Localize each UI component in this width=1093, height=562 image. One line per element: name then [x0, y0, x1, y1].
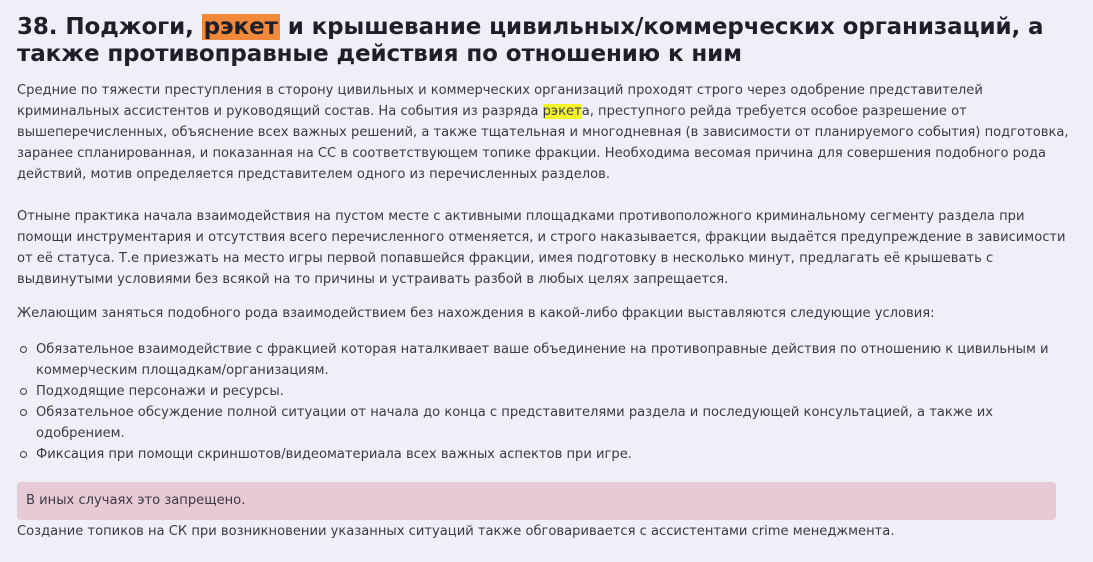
warning-note: В иных случаях это запрещено. — [17, 482, 1056, 520]
condition-text: Обязательное обсуждение полной ситуации от начала до конца с представителями раздела и последующей консультацией, а также их одобрением. — [36, 405, 994, 441]
paragraph1-after: а, преступного рейда требуется особое разрешение от вышеперечисленных, объяснение всех важных решений, а также тщательная и многодневная (в зависимости от планируемого события) подготовка, заранее спланированная, и показанная на СС в соответствующем топике фракции. Необходима весомая причина для совершения подобного рода действий, мотив определяется представителем одного из перечисленных разделов. — [17, 104, 1069, 182]
condition-text: Обязательное взаимодействие с фракцией которая наталкивает ваше объединение на противоправные действия по отношению к цивильным и коммерческим площадкам/организациям. — [36, 342, 1049, 378]
paragraph-final: Создание топиков на СК при возникновении указанных ситуаций также обговаривается с ассистентами crime менеджмента. — [17, 524, 895, 539]
condition-item — [36, 444, 1075, 465]
bullet-icon — [20, 388, 27, 395]
heading-text-before: 38. Поджоги, — [17, 14, 202, 40]
condition-item — [36, 339, 1075, 381]
section-heading — [17, 14, 1075, 68]
paragraph-prohibition: Отныне практика начала взаимодействия на пустом месте с активными площадками противоположного криминальному сегменту раздела при помощи инструментария и отсутствия всего перечисленного отменяется, и строго наказывается, фракции выдаётся предупреждение в зависимости от её статуса. Т.е приезжать на место игры первой попавшейся фракции, имея подготовку в несколько минут, предлагать её крышевать с выдвинутыми условиями без всякой на то причины и устраивать разбой в любых целях запрещается. — [17, 209, 1066, 287]
paragraph-conditions-intro: Желающим заняться подобного рода взаимодействием без нахождения в какой-либо фракции выставляются следующие условия: — [17, 306, 935, 321]
bullet-icon — [20, 346, 27, 353]
condition-text: Подходящие персонажи и ресурсы. — [36, 384, 284, 399]
conditions-list — [17, 339, 1075, 465]
heading-text-after: и крышевание цивильных/коммерческих организаций, а также противоправные действия по отношению к ним — [17, 14, 1044, 67]
condition-item — [36, 381, 1075, 402]
condition-item — [36, 402, 1075, 444]
paragraph1-highlight: рэкет — [542, 104, 582, 119]
bullet-icon — [20, 451, 27, 458]
paragraph1-before: Средние по тяжести преступления в сторону цивильных и коммерческих организаций проходят строго через одобрение представителей криминальных ассистентов и руководящий состав. На события из разряда — [17, 83, 983, 119]
heading-highlight: рэкет — [203, 14, 278, 40]
bullet-icon — [20, 409, 27, 416]
paragraph-approval — [17, 80, 1075, 185]
condition-text: Фиксация при помощи скриншотов/видеоматериала всех важных аспектов при игре. — [36, 447, 632, 462]
